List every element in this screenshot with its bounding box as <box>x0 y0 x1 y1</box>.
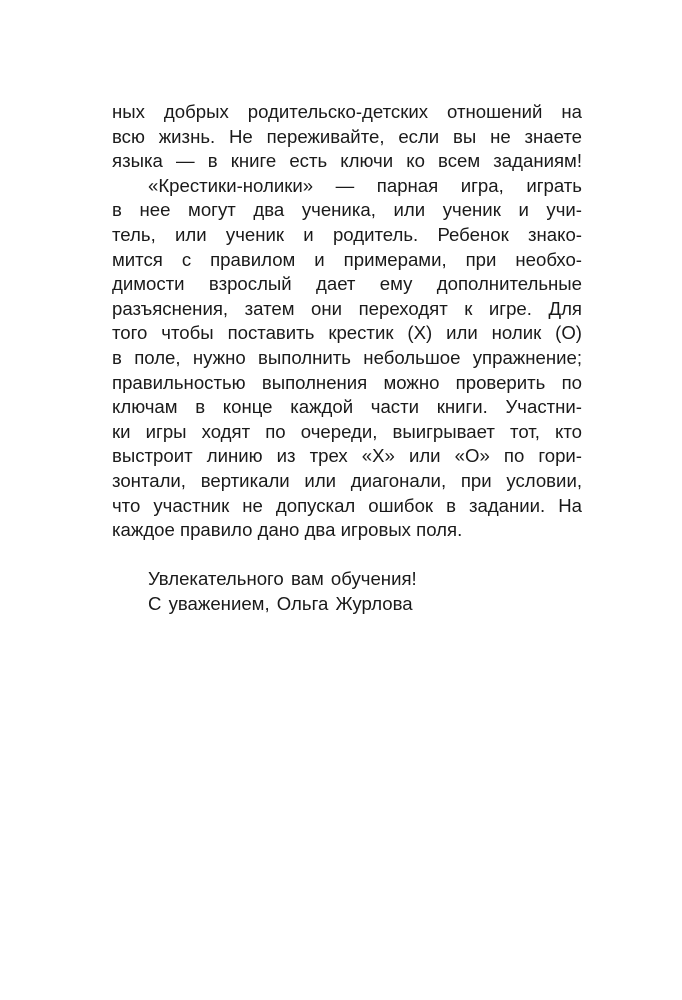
paragraph-line: в поле, нужно выполнить небольшое упражнение; <box>112 346 582 368</box>
paragraph-line: тель, или ученик и родитель. Ребенок знако- <box>112 223 582 245</box>
paragraph-line: ных добрых родительско-детских отношений на <box>112 101 582 122</box>
closing-block <box>112 567 582 616</box>
closing-greeting: Увлекательного вам обучения! <box>148 568 417 590</box>
paragraph-line: каждое правило дано два игровых поля. <box>112 519 463 541</box>
paragraph-line: языка — в книге есть ключи ко всем заданиям! <box>112 150 582 172</box>
paragraph-line: в нее могут два ученика, или ученик и учи- <box>112 199 582 221</box>
body-text <box>112 100 582 616</box>
paragraph-line: правильностью выполнения можно проверить по <box>112 371 582 393</box>
paragraph-line: «Крестики-нолики» — парная игра, играть <box>148 174 582 196</box>
paragraph-line: зонтали, вертикали или диагонали, при условии, <box>112 469 582 491</box>
paragraph-line: ключам в конце каждой части книги. Участни- <box>112 396 582 418</box>
paragraph-2 <box>112 174 582 543</box>
author-signature: С уважением, Ольга Журлова <box>148 592 413 614</box>
paragraph-1 <box>112 100 582 174</box>
paragraph-line: что участник не допускал ошибок в задании. На <box>112 494 582 516</box>
paragraph-line: разъяснения, затем они переходят к игре. Для <box>112 297 582 319</box>
paragraph-line: всю жизнь. Не переживайте, если вы не знаете <box>112 125 582 147</box>
paragraph-line: выстроит линию из трех «X» или «O» по гори- <box>112 445 582 467</box>
paragraph-gap <box>112 543 582 568</box>
paragraph-line: ки игры ходят по очереди, выигрывает тот, кто <box>112 420 582 442</box>
paragraph-line: того чтобы поставить крестик (X) или нолик (O) <box>112 322 582 344</box>
paragraph-line: мится с правилом и примерами, при необхо- <box>112 248 582 270</box>
paragraph-line: димости взрослый дает ему дополнительные <box>112 273 582 295</box>
